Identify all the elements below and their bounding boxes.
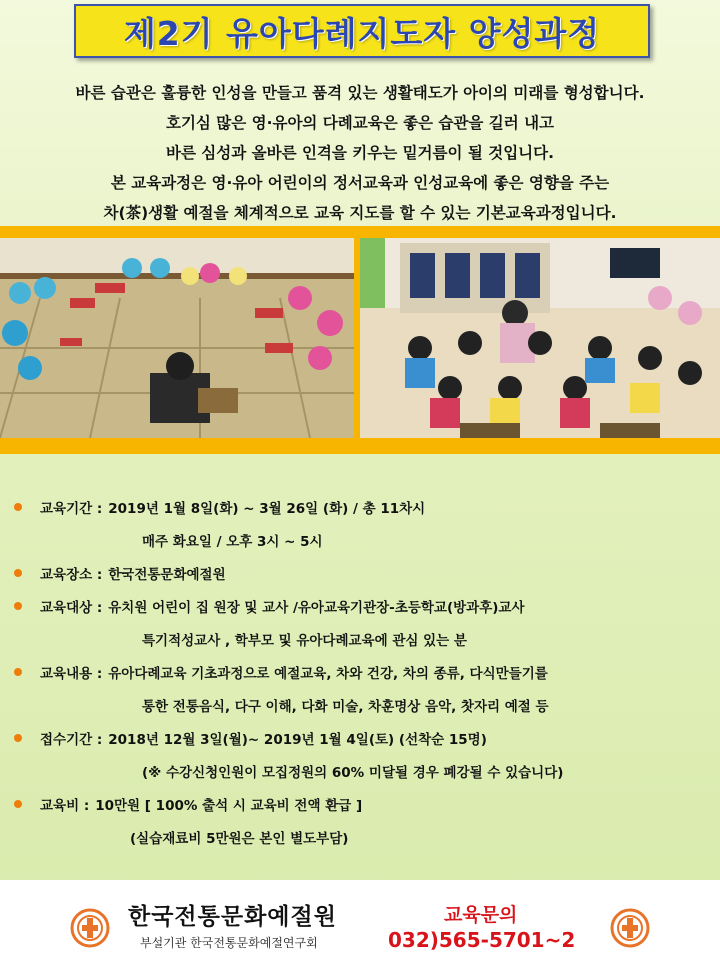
detail-value-cont: 통한 전통음식, 다구 이해, 다화 미술, 차훈명상 음악, 찻자리 예절 등: [142, 698, 549, 715]
detail-value: 한국전통문화예절원: [108, 566, 226, 583]
detail-value-cont: (※ 수강신청인원이 모집정원의 60% 미달될 경우 폐강될 수 있습니다): [142, 764, 564, 781]
title-banner: [74, 4, 650, 58]
detail-label: 접수기간 :: [40, 731, 103, 748]
intro-line: 바른 심성과 올바른 인격을 키우는 밑거름이 될 것입니다.: [165, 144, 555, 162]
photo-band: [0, 226, 720, 454]
photo-tea-class: [0, 238, 354, 438]
bullet-dot: [14, 503, 22, 511]
detail-content: [14, 655, 714, 721]
emblem-icon: [610, 908, 650, 948]
intro-line: 호기심 많은 영·유아의 다례교육은 좋은 습관을 길러 내고: [165, 114, 555, 132]
detail-label: 교육내용 :: [40, 665, 103, 682]
intro-line: 차(茶)생활 예절을 체계적으로 교육 지도를 할 수 있는 기본교육과정입니다.: [103, 204, 617, 222]
detail-value: 유아다례교육 기초과정으로 예절교육, 차와 건강, 차의 종류, 다식만들기를: [108, 665, 548, 682]
contact-phone: 032)565-5701~2: [388, 928, 576, 952]
intro-line: 바른 습관은 훌륭한 인성을 만들고 품격 있는 생활태도가 아이의 미래를 형성합니다.: [75, 84, 645, 102]
detail-label: 교육대상 :: [40, 599, 103, 616]
bullet-dot: [14, 800, 22, 808]
detail-target: [14, 589, 714, 655]
detail-value: 10만원 [ 100% 출석 시 교육비 전액 환급 ]: [95, 797, 363, 814]
contact-label: 교육문의: [444, 904, 518, 926]
detail-fee: [14, 787, 714, 853]
photo-children-class: [360, 238, 720, 438]
detail-value-cont: 매주 화요일 / 오후 3시 ~ 5시: [142, 533, 323, 550]
emblem-icon: [70, 908, 110, 948]
detail-period: [14, 490, 714, 556]
detail-label: 교육비 :: [40, 797, 90, 814]
detail-label: 교육기간 :: [40, 500, 103, 517]
page-title: 제2기 유아다례지도자 양성과정: [123, 13, 601, 53]
detail-value-cont: 특기적성교사 , 학부모 및 유아다례교육에 관심 있는 분: [142, 632, 467, 649]
course-details: [14, 490, 714, 853]
bullet-dot: [14, 602, 22, 610]
bullet-dot: [14, 569, 22, 577]
detail-value: 2018년 12월 3일(월)~ 2019년 1월 4일(토) (선착순 15명): [108, 731, 487, 748]
detail-value: 유치원 어린이 집 원장 및 교사 /유아교육기관장-초등학교(방과후)교사: [108, 599, 525, 616]
bullet-dot: [14, 734, 22, 742]
detail-value: 2019년 1월 8일(화) ~ 3월 26일 (화) / 총 11차시: [108, 500, 426, 517]
detail-value-cont: (실습재료비 5만원은 본인 별도부담): [130, 830, 349, 847]
intro-text: [0, 78, 720, 228]
detail-label: 교육장소 :: [40, 566, 103, 583]
intro-line: 본 교육과정은 영·유아 어린이의 정서교육과 인성교육에 좋은 영향을 주는: [110, 174, 610, 192]
detail-application: [14, 721, 714, 787]
org-name: 한국전통문화예절원: [128, 904, 337, 930]
bullet-dot: [14, 668, 22, 676]
detail-place: [14, 556, 714, 589]
org-subtitle: 부설기관 한국전통문화예절연구회: [140, 936, 318, 950]
